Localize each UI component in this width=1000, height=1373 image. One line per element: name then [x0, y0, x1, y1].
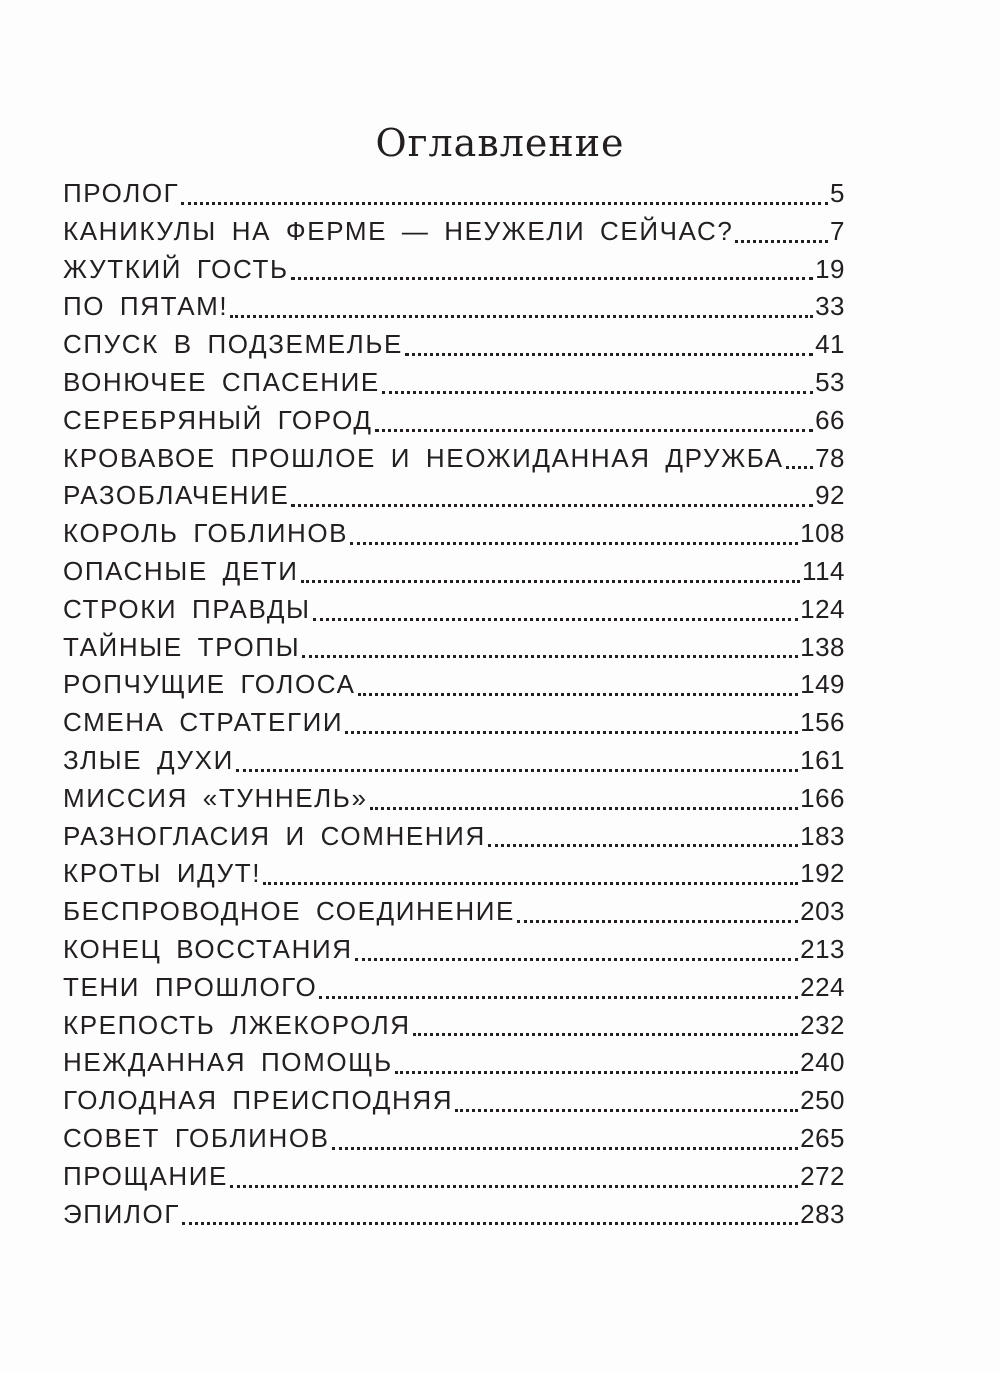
dot-leader: [263, 872, 798, 885]
toc-entry-page-number: 66: [815, 404, 845, 435]
toc-entry-page-number: 7: [830, 215, 845, 246]
toc-entry-title: КРОТЫ ИДУТ!: [63, 858, 262, 889]
toc-entry-title: СЕРЕБРЯНЫЙ ГОРОД: [63, 404, 373, 435]
toc-entry-title: РАЗНОГЛАСИЯ И СОМНЕНИЯ: [63, 820, 486, 851]
toc-entry-title: КОНЕЦ ВОССТАНИЯ: [63, 933, 353, 964]
toc-entry: [63, 288, 845, 326]
toc-entry: [63, 477, 845, 515]
dot-leader: [735, 230, 828, 243]
toc-entry-page-number: 92: [815, 480, 845, 511]
toc-entry-page-number: 33: [815, 291, 845, 322]
toc-entry-page-number: 232: [800, 1009, 845, 1040]
toc-entry-title: ЗЛЫЕ ДУХИ: [63, 744, 234, 775]
toc-entry: [63, 515, 845, 553]
dot-leader: [332, 1137, 798, 1150]
toc-entry-title: ГОЛОДНАЯ ПРЕИСПОДНЯЯ: [63, 1085, 454, 1116]
dot-leader: [302, 645, 798, 658]
toc-entry: [63, 780, 845, 818]
dot-leader: [355, 948, 798, 961]
dot-leader: [230, 1175, 798, 1188]
toc-entry-page-number: 108: [800, 518, 845, 549]
toc-entry: [63, 969, 845, 1007]
toc-entry: [63, 742, 845, 780]
toc-entry: [63, 1158, 845, 1196]
page-title: Оглавление: [375, 121, 625, 166]
toc-entry-page-number: 283: [800, 1198, 845, 1229]
toc-entry-title: НЕЖДАННАЯ ПОМОЩЬ: [63, 1047, 393, 1078]
toc-entry-title: РАЗОБЛАЧЕНИЕ: [63, 480, 290, 511]
dot-leader: [375, 419, 813, 432]
table-of-contents: [63, 175, 845, 1233]
toc-entry: [63, 251, 845, 289]
toc-entry-title: ТЕНИ ПРОШЛОГО: [63, 971, 318, 1002]
toc-entry: [63, 855, 845, 893]
toc-entry: [63, 326, 845, 364]
toc-entry-page-number: 203: [800, 896, 845, 927]
toc-entry: [63, 931, 845, 969]
toc-entry-title: СТРОКИ ПРАВДЫ: [63, 593, 311, 624]
toc-entry-title: БЕСПРОВОДНОЕ СОЕДИНЕНИЕ: [63, 896, 515, 927]
toc-entry: [63, 175, 845, 213]
toc-entry-title: ЖУТКИЙ ГОСТЬ: [63, 253, 289, 284]
toc-entry: [63, 1120, 845, 1158]
toc-entry-page-number: 149: [800, 669, 845, 700]
dot-leader: [236, 759, 798, 772]
dot-leader: [230, 305, 813, 318]
toc-entry: [63, 666, 845, 704]
dot-leader: [291, 494, 813, 507]
toc-entry-title: КАНИКУЛЫ НА ФЕРМЕ — НЕУЖЕЛИ СЕЙЧАС?: [63, 215, 734, 246]
toc-entry: [63, 402, 845, 440]
dot-leader: [313, 608, 798, 621]
toc-entry-title: КОРОЛЬ ГОБЛИНОВ: [63, 518, 349, 549]
toc-entry-page-number: 272: [800, 1160, 845, 1191]
toc-entry-page-number: 192: [800, 858, 845, 889]
toc-entry: [63, 1196, 845, 1234]
toc-entry-page-number: 166: [800, 782, 845, 813]
toc-entry-title: ПРОЛОГ: [63, 178, 180, 208]
toc-entry: [63, 704, 845, 742]
dot-leader: [291, 267, 813, 280]
dot-leader: [455, 1099, 798, 1112]
dot-leader: [370, 797, 799, 810]
dot-leader: [488, 834, 798, 847]
toc-entry: [63, 364, 845, 402]
toc-entry-title: ТАЙНЫЕ ТРОПЫ: [63, 631, 301, 662]
toc-entry-page-number: 78: [815, 442, 845, 473]
toc-entry-page-number: 19: [815, 253, 845, 284]
toc-entry-page-number: 124: [800, 593, 845, 624]
toc-entry-title: ПО ПЯТАМ!: [63, 291, 229, 322]
toc-entry-page-number: 156: [800, 707, 845, 738]
toc-entry: [63, 893, 845, 931]
dot-leader: [301, 570, 801, 583]
toc-entry: [63, 591, 845, 629]
toc-entry-page-number: 161: [800, 744, 845, 775]
toc-entry-page-number: 183: [800, 820, 845, 851]
toc-entry-page-number: 41: [815, 329, 845, 360]
toc-entry: [63, 553, 845, 591]
toc-entry-page-number: 240: [800, 1047, 845, 1078]
dot-leader: [413, 1023, 798, 1036]
toc-entry-page-number: 114: [802, 555, 845, 586]
toc-entry-page-number: 213: [800, 933, 845, 964]
toc-entry-title: СПУСК В ПОДЗЕМЕЛЬЕ: [63, 329, 403, 360]
dot-leader: [350, 532, 798, 545]
toc-entry: [63, 1007, 845, 1045]
toc-entry-page-number: 265: [800, 1122, 845, 1153]
toc-entry-title: СМЕНА СТРАТЕГИИ: [63, 707, 344, 738]
dot-leader: [786, 456, 813, 469]
dot-leader: [405, 343, 813, 356]
toc-entry: [63, 818, 845, 856]
toc-entry: [63, 440, 845, 478]
toc-entry: [63, 1082, 845, 1120]
dot-leader: [395, 1061, 798, 1074]
toc-entry-title: РОПЧУЩИЕ ГОЛОСА: [63, 669, 356, 700]
toc-entry-title: ЭПИЛОГ: [63, 1198, 181, 1229]
dot-leader: [517, 910, 798, 923]
dot-leader: [181, 192, 828, 205]
toc-entry-page-number: 5: [830, 178, 845, 208]
toc-entry: [63, 629, 845, 667]
dot-leader: [358, 683, 799, 696]
dot-leader: [182, 1212, 798, 1225]
dot-leader: [319, 986, 798, 999]
toc-entry-title: ОПАСНЫЕ ДЕТИ: [63, 555, 299, 586]
toc-entry: [63, 1044, 845, 1082]
dot-leader: [382, 381, 813, 394]
toc-entry-title: КРЕПОСТЬ ЛЖЕКОРОЛЯ: [63, 1009, 411, 1040]
toc-entry-page-number: 138: [800, 631, 845, 662]
toc-entry-page-number: 250: [800, 1085, 845, 1116]
toc-entry-title: МИССИЯ «ТУННЕЛЬ»: [63, 782, 368, 813]
toc-entry-page-number: 53: [815, 366, 845, 397]
toc-entry-page-number: 224: [800, 971, 845, 1002]
dot-leader: [345, 721, 798, 734]
toc-entry-title: СОВЕТ ГОБЛИНОВ: [63, 1122, 330, 1153]
toc-entry-title: ВОНЮЧЕЕ СПАСЕНИЕ: [63, 366, 380, 397]
toc-entry-title: КРОВАВОЕ ПРОШЛОЕ И НЕОЖИДАННАЯ ДРУЖБА: [63, 442, 784, 473]
toc-entry: [63, 213, 845, 251]
toc-entry-title: ПРОЩАНИЕ: [63, 1160, 229, 1191]
